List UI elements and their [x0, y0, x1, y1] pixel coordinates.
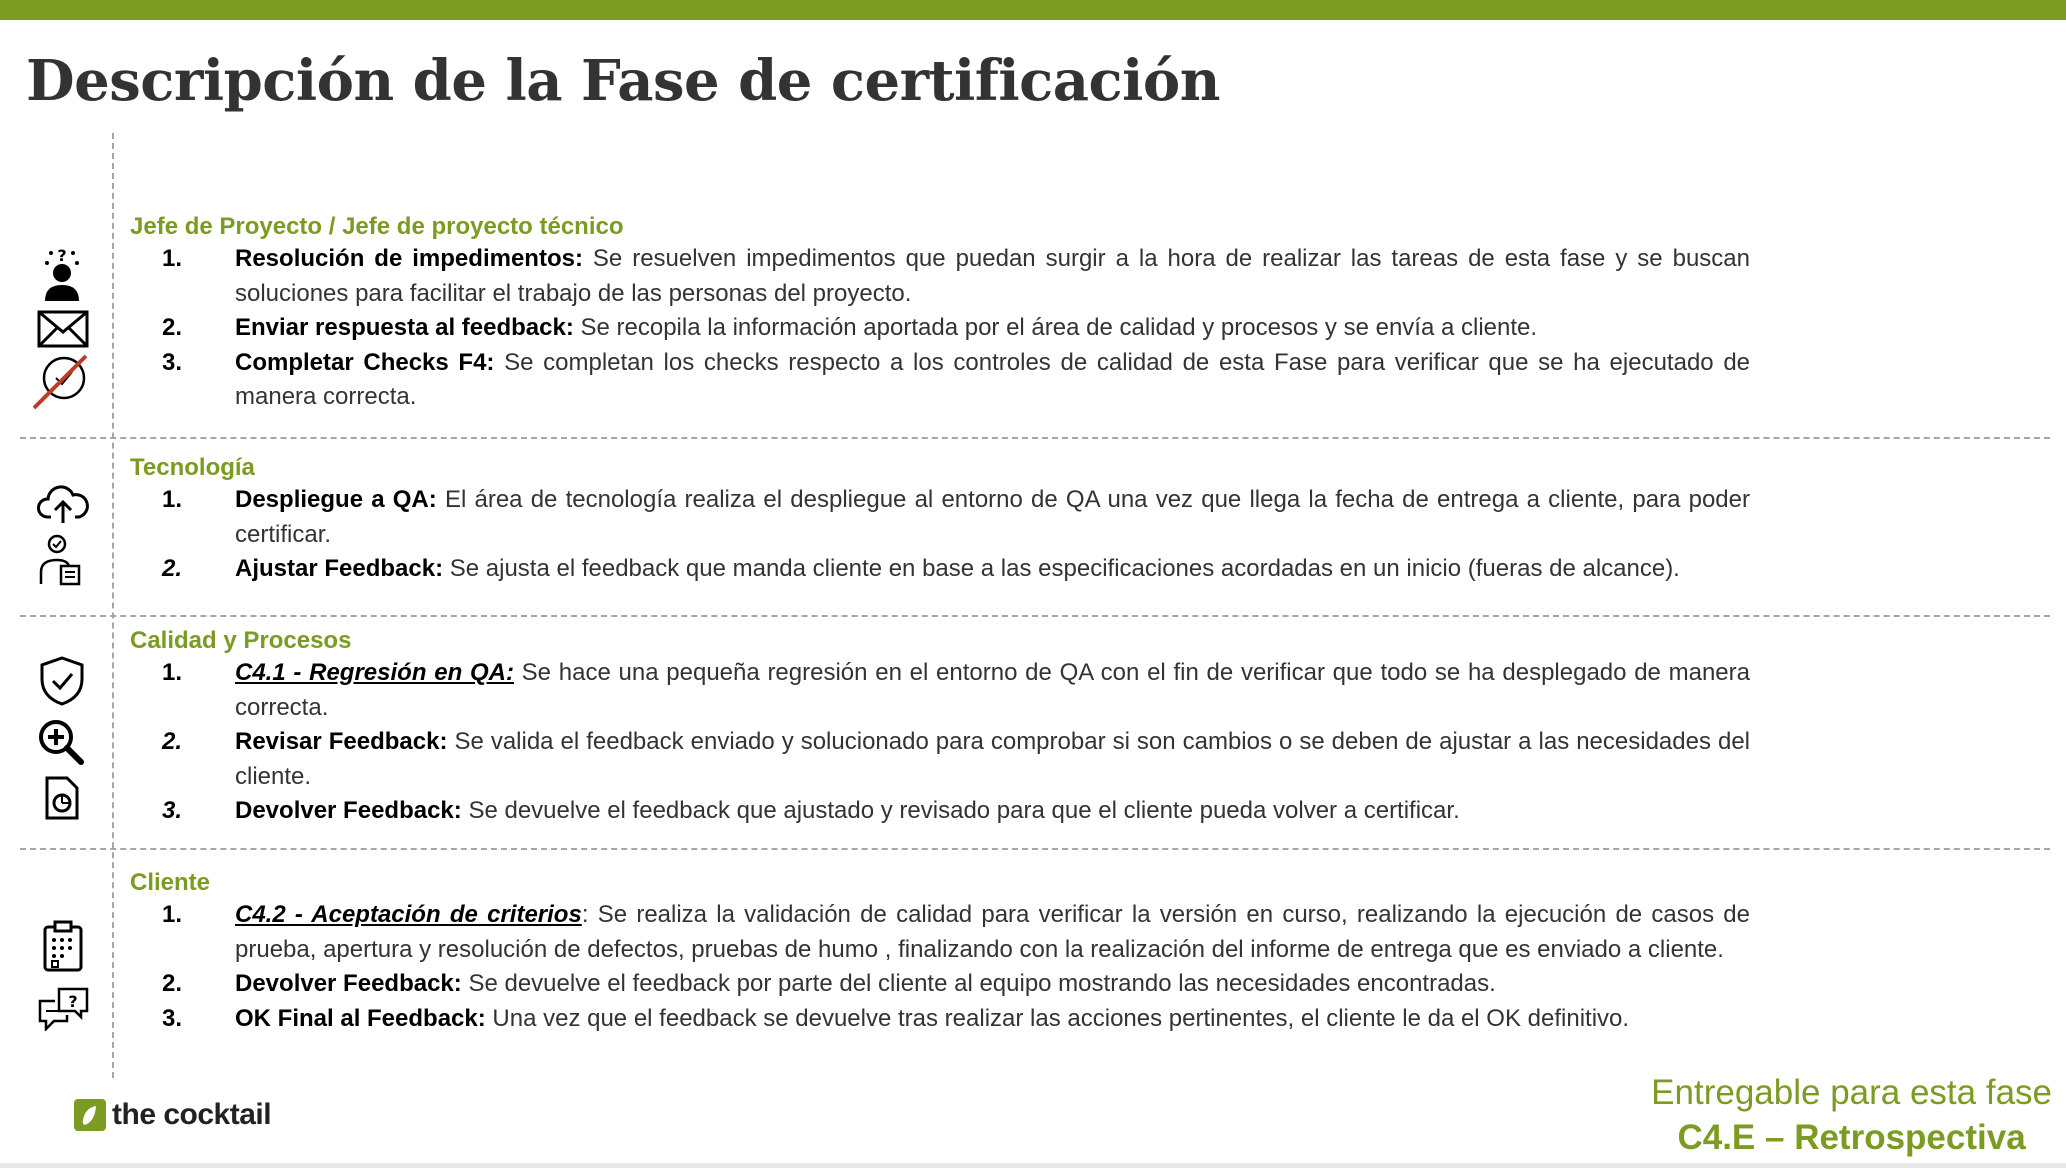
item-number: 3. — [162, 348, 183, 376]
item-label: Ajustar Feedback: — [235, 555, 444, 582]
section-divider — [20, 615, 2050, 617]
item-text: Se resuelven impedimentos que puedan surgir a la hora de realizar las tareas de esta fase y se buscan soluciones para facilitar el trabajo de las personas del proyecto. — [235, 245, 1750, 307]
item-text: El área de tecnología realiza el despliegue al entorno de QA una vez que llega la fecha de entrega a cliente, para poder certificar. — [235, 486, 1750, 548]
item-text: Una vez que el feedback se devuelve tras realizar las acciones pertinentes, el cliente le da el OK definitivo. — [485, 1004, 1630, 1032]
list-item — [130, 656, 1750, 725]
item-label: Enviar respuesta al feedback: — [235, 314, 574, 341]
item-number: 2. — [162, 555, 183, 582]
section-technology — [130, 453, 1750, 587]
section-client — [130, 868, 1750, 1036]
section-project-manager — [130, 212, 1750, 415]
section-divider — [20, 848, 2050, 850]
item-list — [130, 656, 1750, 829]
document-chart-icon — [44, 775, 80, 821]
item-number: 3. — [162, 1004, 183, 1032]
item-number: 2. — [162, 314, 183, 341]
item-text: : Se realiza la validación de calidad para verificar la versión en curso, realizando la ejecución de casos de prueba, apertura y resolución de defectos, pruebas de humo , finalizando con la realización del informe de entrega que es enviado a cliente. — [235, 901, 1750, 963]
list-item — [130, 242, 1750, 311]
item-list — [130, 483, 1750, 587]
item-label: Devolver Feedback: — [235, 797, 462, 824]
cloud-upload-icon — [37, 485, 89, 525]
support-person-icon — [37, 532, 85, 586]
envelope-icon — [37, 310, 89, 348]
section-divider — [20, 437, 2050, 439]
bottom-border — [0, 1163, 2066, 1168]
item-text: Se devuelve el feedback por parte del cliente al equipo mostrando las necesidades encontradas. — [461, 970, 1496, 997]
item-number: 3. — [162, 797, 183, 824]
item-label: OK Final al Feedback: — [235, 1004, 486, 1032]
section-quality-processes — [130, 626, 1750, 829]
confused-person-icon — [37, 243, 87, 301]
item-label: Revisar Feedback: — [235, 728, 448, 755]
svg-text:?: ? — [57, 246, 67, 265]
item-number: 1. — [162, 486, 183, 513]
item-text: Se devuelve el feedback que ajustado y revisado para que el cliente pueda volver a certificar. — [461, 797, 1460, 824]
item-text: Se recopila la información aportada por el área de calidad y procesos y se envía a cliente. — [573, 314, 1538, 341]
item-number: 2. — [162, 970, 183, 997]
top-accent-bar — [0, 0, 2066, 20]
item-number: 1. — [162, 901, 183, 928]
chat-question-icon — [37, 985, 91, 1031]
deliverable-code: C4.E – Retrospectiva — [1677, 1118, 2026, 1157]
check-disabled-icon — [30, 350, 94, 414]
list-item — [130, 1002, 1750, 1037]
item-label: Despliegue a QA: — [235, 486, 437, 513]
list-item — [130, 552, 1750, 587]
item-number: 2. — [162, 728, 183, 755]
item-label: C4.2 - Aceptación de criterios — [235, 901, 582, 928]
item-label: Devolver Feedback: — [235, 970, 462, 997]
shield-check-icon — [37, 655, 87, 707]
zoom-in-icon — [37, 718, 85, 766]
section-title: Tecnología — [130, 454, 255, 481]
list-item — [130, 483, 1750, 552]
item-list — [130, 898, 1750, 1036]
item-text: Se valida el feedback enviado y solucionado para comprobar si son cambios o se deben de ajustar a las necesidades del cliente. — [235, 728, 1750, 790]
vertical-divider — [112, 133, 114, 1078]
list-item — [130, 967, 1750, 1002]
section-title: Jefe de Proyecto / Jefe de proyecto técnico — [130, 213, 624, 240]
cocktail-logo-icon — [74, 1099, 106, 1131]
list-item — [130, 898, 1750, 967]
item-number: 1. — [162, 659, 183, 686]
svg-text:?: ? — [68, 992, 78, 1011]
item-text: Se completan los checks respecto a los controles de calidad de esta Fase para verificar que se ha ejecutado de manera correcta. — [235, 348, 1751, 410]
page-title: Descripción de la Fase de certificación — [26, 48, 1220, 114]
item-list — [130, 242, 1750, 415]
item-label: C4.1 - Regresión en QA: — [235, 659, 514, 686]
logo-text: the cocktail — [112, 1098, 272, 1131]
section-title: Calidad y Procesos — [130, 627, 352, 654]
item-text: Se hace una pequeña regresión en el entorno de QA con el fin de verificar que todo se ha desplegado de manera correcta. — [235, 659, 1750, 721]
item-number: 1. — [162, 245, 183, 272]
list-item — [130, 311, 1750, 346]
company-logo — [74, 1098, 271, 1132]
section-title: Cliente — [130, 869, 211, 896]
item-label: Resolución de impedimentos: — [235, 245, 583, 272]
deliverable-box — [1651, 1070, 2052, 1160]
item-label: Completar Checks F4: — [235, 348, 495, 376]
list-item — [130, 794, 1750, 829]
deliverable-label: Entregable para esta fase — [1651, 1073, 2052, 1112]
list-item — [130, 725, 1750, 794]
item-text: Se ajusta el feedback que manda cliente en base a las especificaciones acordadas en un inicio (fueras de alcance). — [443, 555, 1680, 582]
clipboard-checklist-icon — [42, 920, 84, 972]
list-item — [130, 346, 1750, 415]
